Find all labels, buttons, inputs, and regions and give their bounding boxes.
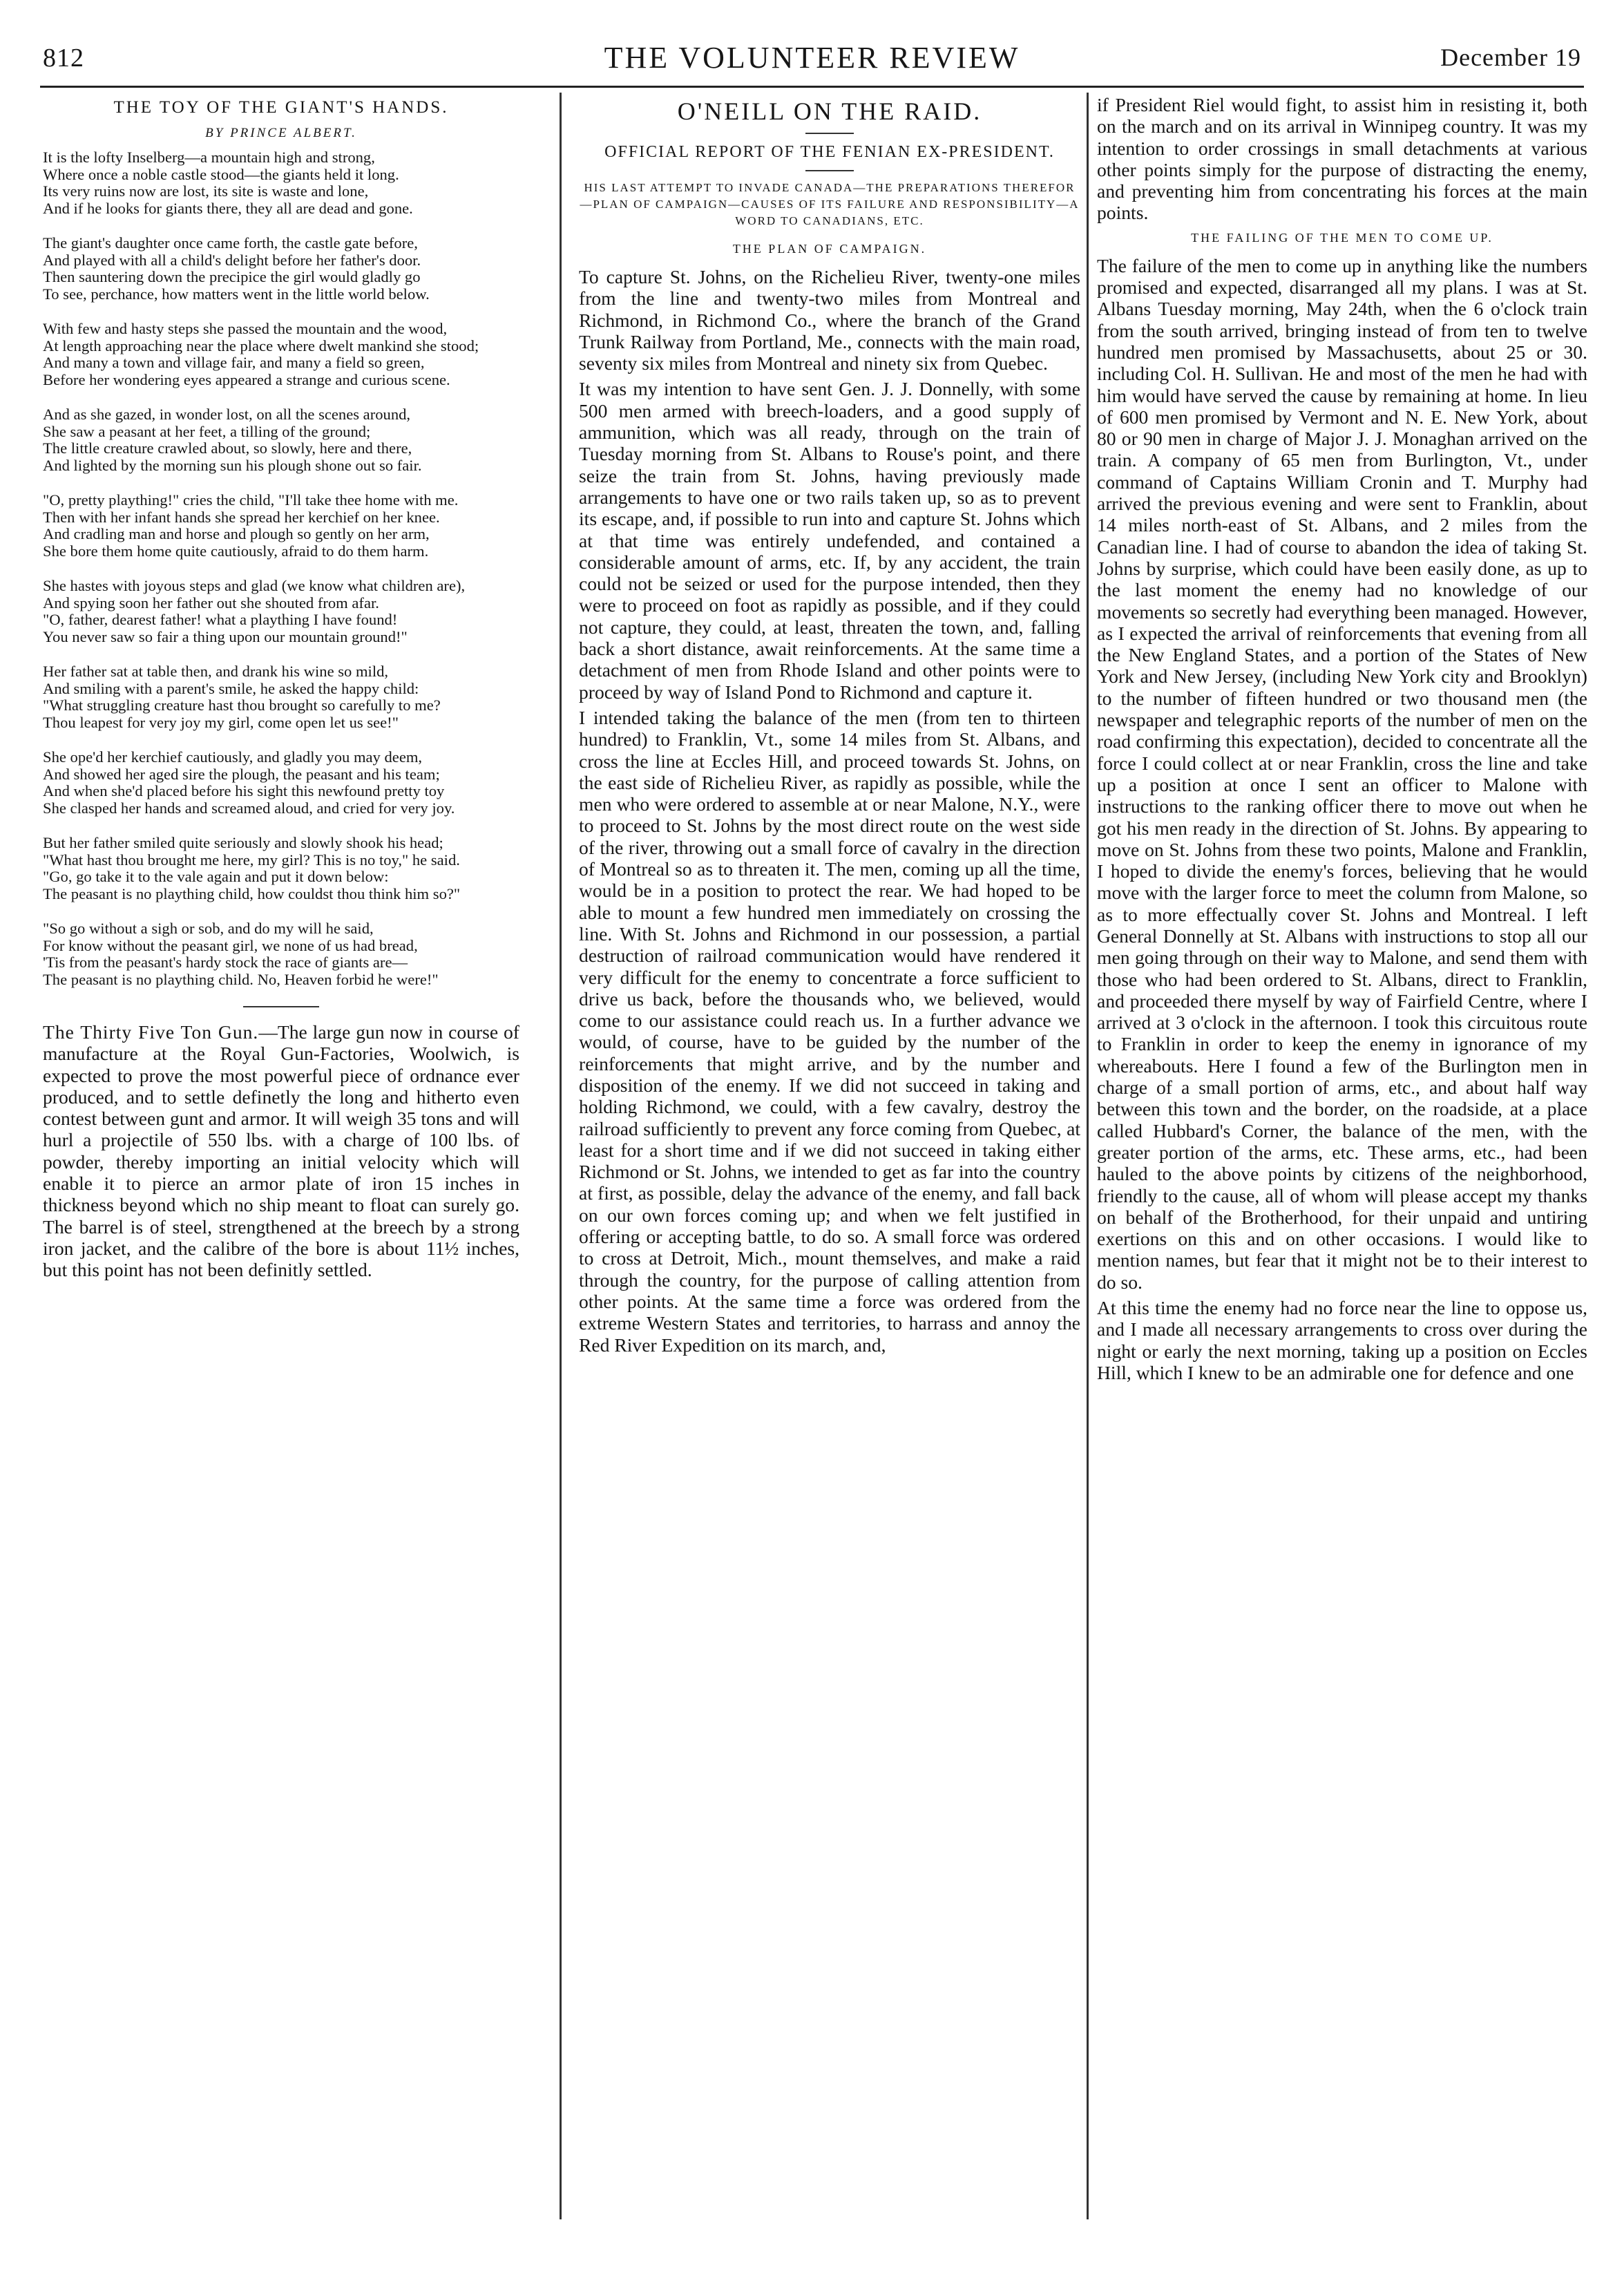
article-paragraph: I intended taking the balance of the men (from ten to thirteen hundred) to Franklin, Vt., some 14 miles from St. Albans, and cross the line at Eccles Hill, and proceed towards St. Johns, on the east side of Richelieu River, as rapidly as possible, while the men who were ordered to assemble at or near Malone, N.Y., were to proceed to St. Johns by the most direct route on the west side of the river, throwing out a small force of cavalry in the direction of Montreal so as to threaten it. The men, coming up all the time, would be in a position to protect the rear. We had hoped to be able to mount a few hundred men immediately on crossing the line. With St. Johns and Richmond in our possession, a partial destruction of railroad communication would have rendered it very difficult for the enemy to concentrate a force sufficient to drive us back, before the thousands who, we believed, would come to our assistance could reach us. In a further advance we would, of course, have to be guided by the number of the reinforcements that might arrive, and by the number and disposition of the enemy. If we did not succeed in taking and holding Richmond, we could, with a few cavalry, destroy the railroad sufficiently to prevent any force coming from Quebec, at least for a short time and if we did not succeed in taking either Richmond or St. Johns, we intended to get as far into the country at first, as possible, delay the advance of the enemy, and fall back on our own forces coming up; and when we felt justified in offering or accepting battle, to do so. A small force was ordered to cross at Detroit, Mich., mount themselves, and make a raid through the country, for the purpose of calling attention from other points. At the same time a force was ordered from the extreme Western States and territories, to harrass and annoy the Red River Expedition on its march, and, bbox=[579, 706, 1080, 1356]
gun-item-text: —The large gun now in course of manufacture at the Royal Gun-Factories, Woolwich, is expected to prove the most powerful piece of ordnance ever produced, and to settle definetly the long and hitherto even contest between gunt and armor. It will weigh 35 tons and will hurl a projectile of 550 lbs. with a charge of 100 lbs. of powder, thereby importing an initial velocity which will enable it to pierce an armor plate of iron 15 inches in thickness beyond which no ship meant to float can surely go. The barrel is of steel, strengthened at the breech by a strong iron jacket, and the calibre of the bore is about 11½ inches, but this point has not been definitly settled. bbox=[43, 1021, 519, 1281]
poem-body bbox=[43, 149, 519, 988]
poem-line: She hastes with joyous steps and glad (we know what children are), bbox=[43, 577, 466, 594]
poem-line: Then with her infant hands she spread her kerchief on her knee. bbox=[43, 508, 440, 526]
column-2 bbox=[579, 94, 1080, 2218]
poem-line: She bore them home quite cautiously, afraid to do them harm. bbox=[43, 542, 429, 560]
poem-line: The peasant is no plaything child, how couldst thou think him so?" bbox=[43, 884, 461, 902]
poem-line: And as she gazed, in wonder lost, on all the scenes around, bbox=[43, 406, 411, 423]
poem-stanza bbox=[43, 663, 519, 731]
poem-line: Her father sat at table then, and drank his wine so mild, bbox=[43, 663, 389, 680]
poem-line: But her father smiled quite seriously and slowly shook his head; bbox=[43, 834, 443, 851]
poem-line: For know without the peasant girl, we none of us had bread, bbox=[43, 936, 418, 954]
poem-title: THE TOY OF THE GIANT'S HANDS. bbox=[113, 98, 449, 117]
title-rule bbox=[805, 133, 854, 134]
poem-line: And many a town and village fair, and many a field so green, bbox=[43, 354, 425, 371]
poem-line: And smiling with a parent's smile, he asked the happy child: bbox=[43, 679, 419, 697]
poem-line: The giant's daughter once came forth, the castle gate before, bbox=[43, 234, 418, 252]
article-summary: HIS LAST ATTEMPT TO INVADE CANADA—THE PREPARATIONS THEREFOR—PLAN OF CAMPAIGN—CAUSES OF ITS FAILURE AND RESPONSIBILITY—A WORD TO CANADIANS, ETC. bbox=[580, 181, 1080, 227]
article-paragraph: At this time the enemy had no force near the line to oppose us, and I made all necessary arrangements to cross over during the night or early the next morning, taking up a position on Eccles Hill, which I knew to be an admirable one for defence and one bbox=[1097, 1297, 1587, 1383]
poem-line: She clasped her hands and screamed aloud, and cried for very joy. bbox=[43, 799, 455, 817]
issue-date: December 19 bbox=[1440, 44, 1581, 71]
poem-line: "So go without a sigh or sob, and do my will he said, bbox=[43, 920, 374, 937]
poem-stanza bbox=[43, 578, 519, 645]
newspaper-title: THE VOLUNTEER REVIEW bbox=[604, 41, 1020, 75]
poem-line: Thou leapest for very joy my girl, come open let us see!" bbox=[43, 713, 399, 731]
column-rule bbox=[560, 93, 562, 2219]
poem-line: At length approaching near the place where dwelt mankind she stood; bbox=[43, 336, 479, 354]
poem-stanza bbox=[43, 835, 519, 902]
poem-line: It is the lofty Inselberg—a mountain high and strong, bbox=[43, 149, 375, 166]
poem-stanza bbox=[43, 749, 519, 817]
page-number: 812 bbox=[43, 44, 84, 73]
poem-line: Before her wondering eyes appeared a strange and curious scene. bbox=[43, 370, 450, 388]
article-paragraph: It was my intention to have sent Gen. J. J. Donnelly, with some 500 men armed with breech-loaders, and a good supply of ammunition, which was all ready, through on the train of Tuesday morning from St. Albans to Rouse's point, and there seize the train from St. Johns, having previously made arrangements to have one or two rails taken up, so as to prevent its escape, and, if possible to run into and capture St. Johns which at that time was entirely undefended, and contained a considerable amount of arms, etc. If, by any accident, the train could not be seized or used for the purpose intended, then they were to proceed on foot as rapidly as possible, and if they could not capture, they could, at least, threaten the town, and, falling back a short distance, await reinforcements. At the same time a detachment of men from Rhode Island and other points were to proceed by way of Island Pond to Richmond and capture it. bbox=[579, 378, 1080, 703]
poem-line: And spying soon her father out she shouted from afar. bbox=[43, 594, 379, 612]
poem-line: The little creature crawled about, so slowly, here and there, bbox=[43, 439, 412, 457]
poem-stanza bbox=[43, 492, 519, 560]
poem-line: With few and hasty steps she passed the mountain and the wood, bbox=[43, 320, 448, 337]
section-heading-failing: THE FAILING OF THE MEN TO COME UP. bbox=[1191, 230, 1493, 245]
poem-stanza bbox=[43, 406, 519, 474]
poem-stanza bbox=[43, 321, 519, 388]
poem-line: You never saw so fair a thing upon our mountain ground!" bbox=[43, 627, 408, 645]
poem-stanza bbox=[43, 235, 519, 303]
article-title: O'NEILL ON THE RAID. bbox=[677, 97, 982, 125]
poem-line: And showed her aged sire the plough, the peasant and his team; bbox=[43, 765, 440, 783]
column-3 bbox=[1097, 94, 1587, 2218]
poem-line: "O, father, dearest father! what a plaything I have found! bbox=[43, 611, 398, 628]
poem-line: And if he looks for giants there, they all are dead and gone. bbox=[43, 199, 413, 217]
poem-line: The peasant is no plaything child. No, Heaven forbid he were!" bbox=[43, 970, 439, 988]
section-heading-plan: THE PLAN OF CAMPAIGN. bbox=[732, 242, 927, 256]
poem-line: And played with all a child's delight before her father's door. bbox=[43, 251, 421, 269]
poem-line: Its very ruins now are lost, its site is waste and lone, bbox=[43, 182, 369, 200]
poem-line: And when she'd placed before his sight this newfound pretty toy bbox=[43, 782, 445, 799]
column-1 bbox=[43, 94, 519, 2218]
poem-line: She saw a peasant at her feet, a tilling of the ground; bbox=[43, 422, 371, 440]
poem-line: 'Tis from the peasant's hardy stock the race of giants are— bbox=[43, 954, 408, 971]
poem-line: To see, perchance, how matters went in the little world below. bbox=[43, 285, 430, 303]
poem-author: BY PRINCE ALBERT. bbox=[205, 126, 357, 140]
subtitle-rule bbox=[805, 170, 854, 171]
article-paragraph: The failure of the men to come up in anything like the numbers promised and expected, disarranged all my plans. I was at St. Albans Tuesday morning, May 24th, when the 6 o'clock train from the south arrived, bringing instead of from ten to twelve hundred men promised by Massachusetts, about 25 or 30. including Col. H. Sullivan. He and most of the men he had with him would have served the cause by remaining at home. In lieu of 600 men promised by Vermont and N. E. New York, about 80 or 90 men in charge of Major J. J. Monaghan arrived on the train. A company of 65 men from Burlington, Vt., under command of Captains William Cronin and T. Murphy had arrived the previous evening and were sent to Franklin, about 14 miles north-east of St. Albans, and 2 miles from the Canadian line. I had of course to abandon the idea of taking St. Johns by surprise, which could have been easily done, as up to the last moment the enemy had no knowledge of our movements so secretly had everything been managed. However, as I expected the arrival of reinforcements that evening from all the New England States, and a portion of the States of New York and New Jersey, (including New York city and Brooklyn) to the number of fifteen hundred or two thousand men (the newspaper and telegraphic reports of the number of men on the road confirming this expectation), decided to concentrate all the force I could collect at or near Franklin, cross the line and take up a position at once I sent an officer to Malone with instructions to the ranking officer there to move out when he got his men ready in the direction of St. Johns. By appearing to move on St. Johns from these two points, Malone and Franklin, I hoped to divide the enemy's forces, believing that he would move with the larger force to meet the column from Malone, so as to more effectually cover St. Johns and Montreal. I left General Donnelly at St. Albans with instructions to stop all our men going through on their way to Malone, and send them with those who had been ordered to St. Albans, direct to Franklin, and proceeded there myself by way of Fairfield Centre, where I arrived at 3 o'clock in the afternoon. I took this circuitous route to Franklin in order to keep the enemy in ignorance of my whereabouts. Here I found a few of the Burlington men in charge of a small portion of arms, etc., and about half way between this town and the border, on the roadside, at a place called Hubbard's Corner, the balance of the men, with the greater portion of the arms, etc. These arms, etc., had been hauled to the above points by citizens of the neighborhood, friendly to the cause, all of whom will please accept my thanks on behalf of the Brotherhood, for their unpaid and untiring exertions on this and on other occasions. I would like to mention names, but fear that it might not be to their interest to do so. bbox=[1097, 254, 1587, 1293]
poem-line: She ope'd her kerchief cautiously, and gladly you may deem, bbox=[43, 748, 423, 766]
poem-line: And cradling man and horse and plough so gently on her arm, bbox=[43, 525, 430, 542]
poem-line: "What hast thou brought me here, my girl? This is no toy," he said. bbox=[43, 851, 460, 869]
article-paragraph: To capture St. Johns, on the Richelieu River, twenty-one miles from the line and twenty-two miles from Montreal and Richmond, in Richmond Co., where the branch of the Grand Trunk Railway from Portland, Me., connects with the main road, seventy six miles from Montreal and ninety six from Quebec. bbox=[579, 266, 1080, 375]
gun-item-lead: The Thirty Five Ton Gun. bbox=[43, 1021, 259, 1043]
section-divider bbox=[243, 1006, 319, 1007]
article-paragraph: if President Riel would fight, to assist him in resisting it, both on the march and on its arrival in Winnipeg country. It was my intention to order crossings in small detachments at various other points simply for the purpose of distracting the enemy, and preventing him from concentrating his forces at the main points. bbox=[1097, 94, 1587, 224]
poem-line: And lighted by the morning sun his plough shone out so fair. bbox=[43, 456, 422, 474]
poem-line: "What struggling creature hast thou brought so carefully to me? bbox=[43, 696, 441, 714]
column-rule bbox=[1087, 93, 1089, 2219]
poem-stanza bbox=[43, 149, 519, 217]
poem-stanza bbox=[43, 920, 519, 988]
poem-line: "O, pretty plaything!" cries the child, "I'll take thee home with me. bbox=[43, 491, 459, 509]
poem-line: Then sauntering down the precipice the girl would gladly go bbox=[43, 268, 421, 285]
gun-item bbox=[43, 1021, 519, 1281]
article-subtitle: OFFICIAL REPORT OF THE FENIAN EX-PRESIDENT. bbox=[604, 143, 1055, 161]
masthead-rule bbox=[40, 86, 1584, 88]
poem-line: "Go, go take it to the vale again and put it down below: bbox=[43, 868, 389, 885]
masthead bbox=[43, 40, 1581, 82]
poem-line: Where once a noble castle stood—the giants held it long. bbox=[43, 165, 399, 183]
